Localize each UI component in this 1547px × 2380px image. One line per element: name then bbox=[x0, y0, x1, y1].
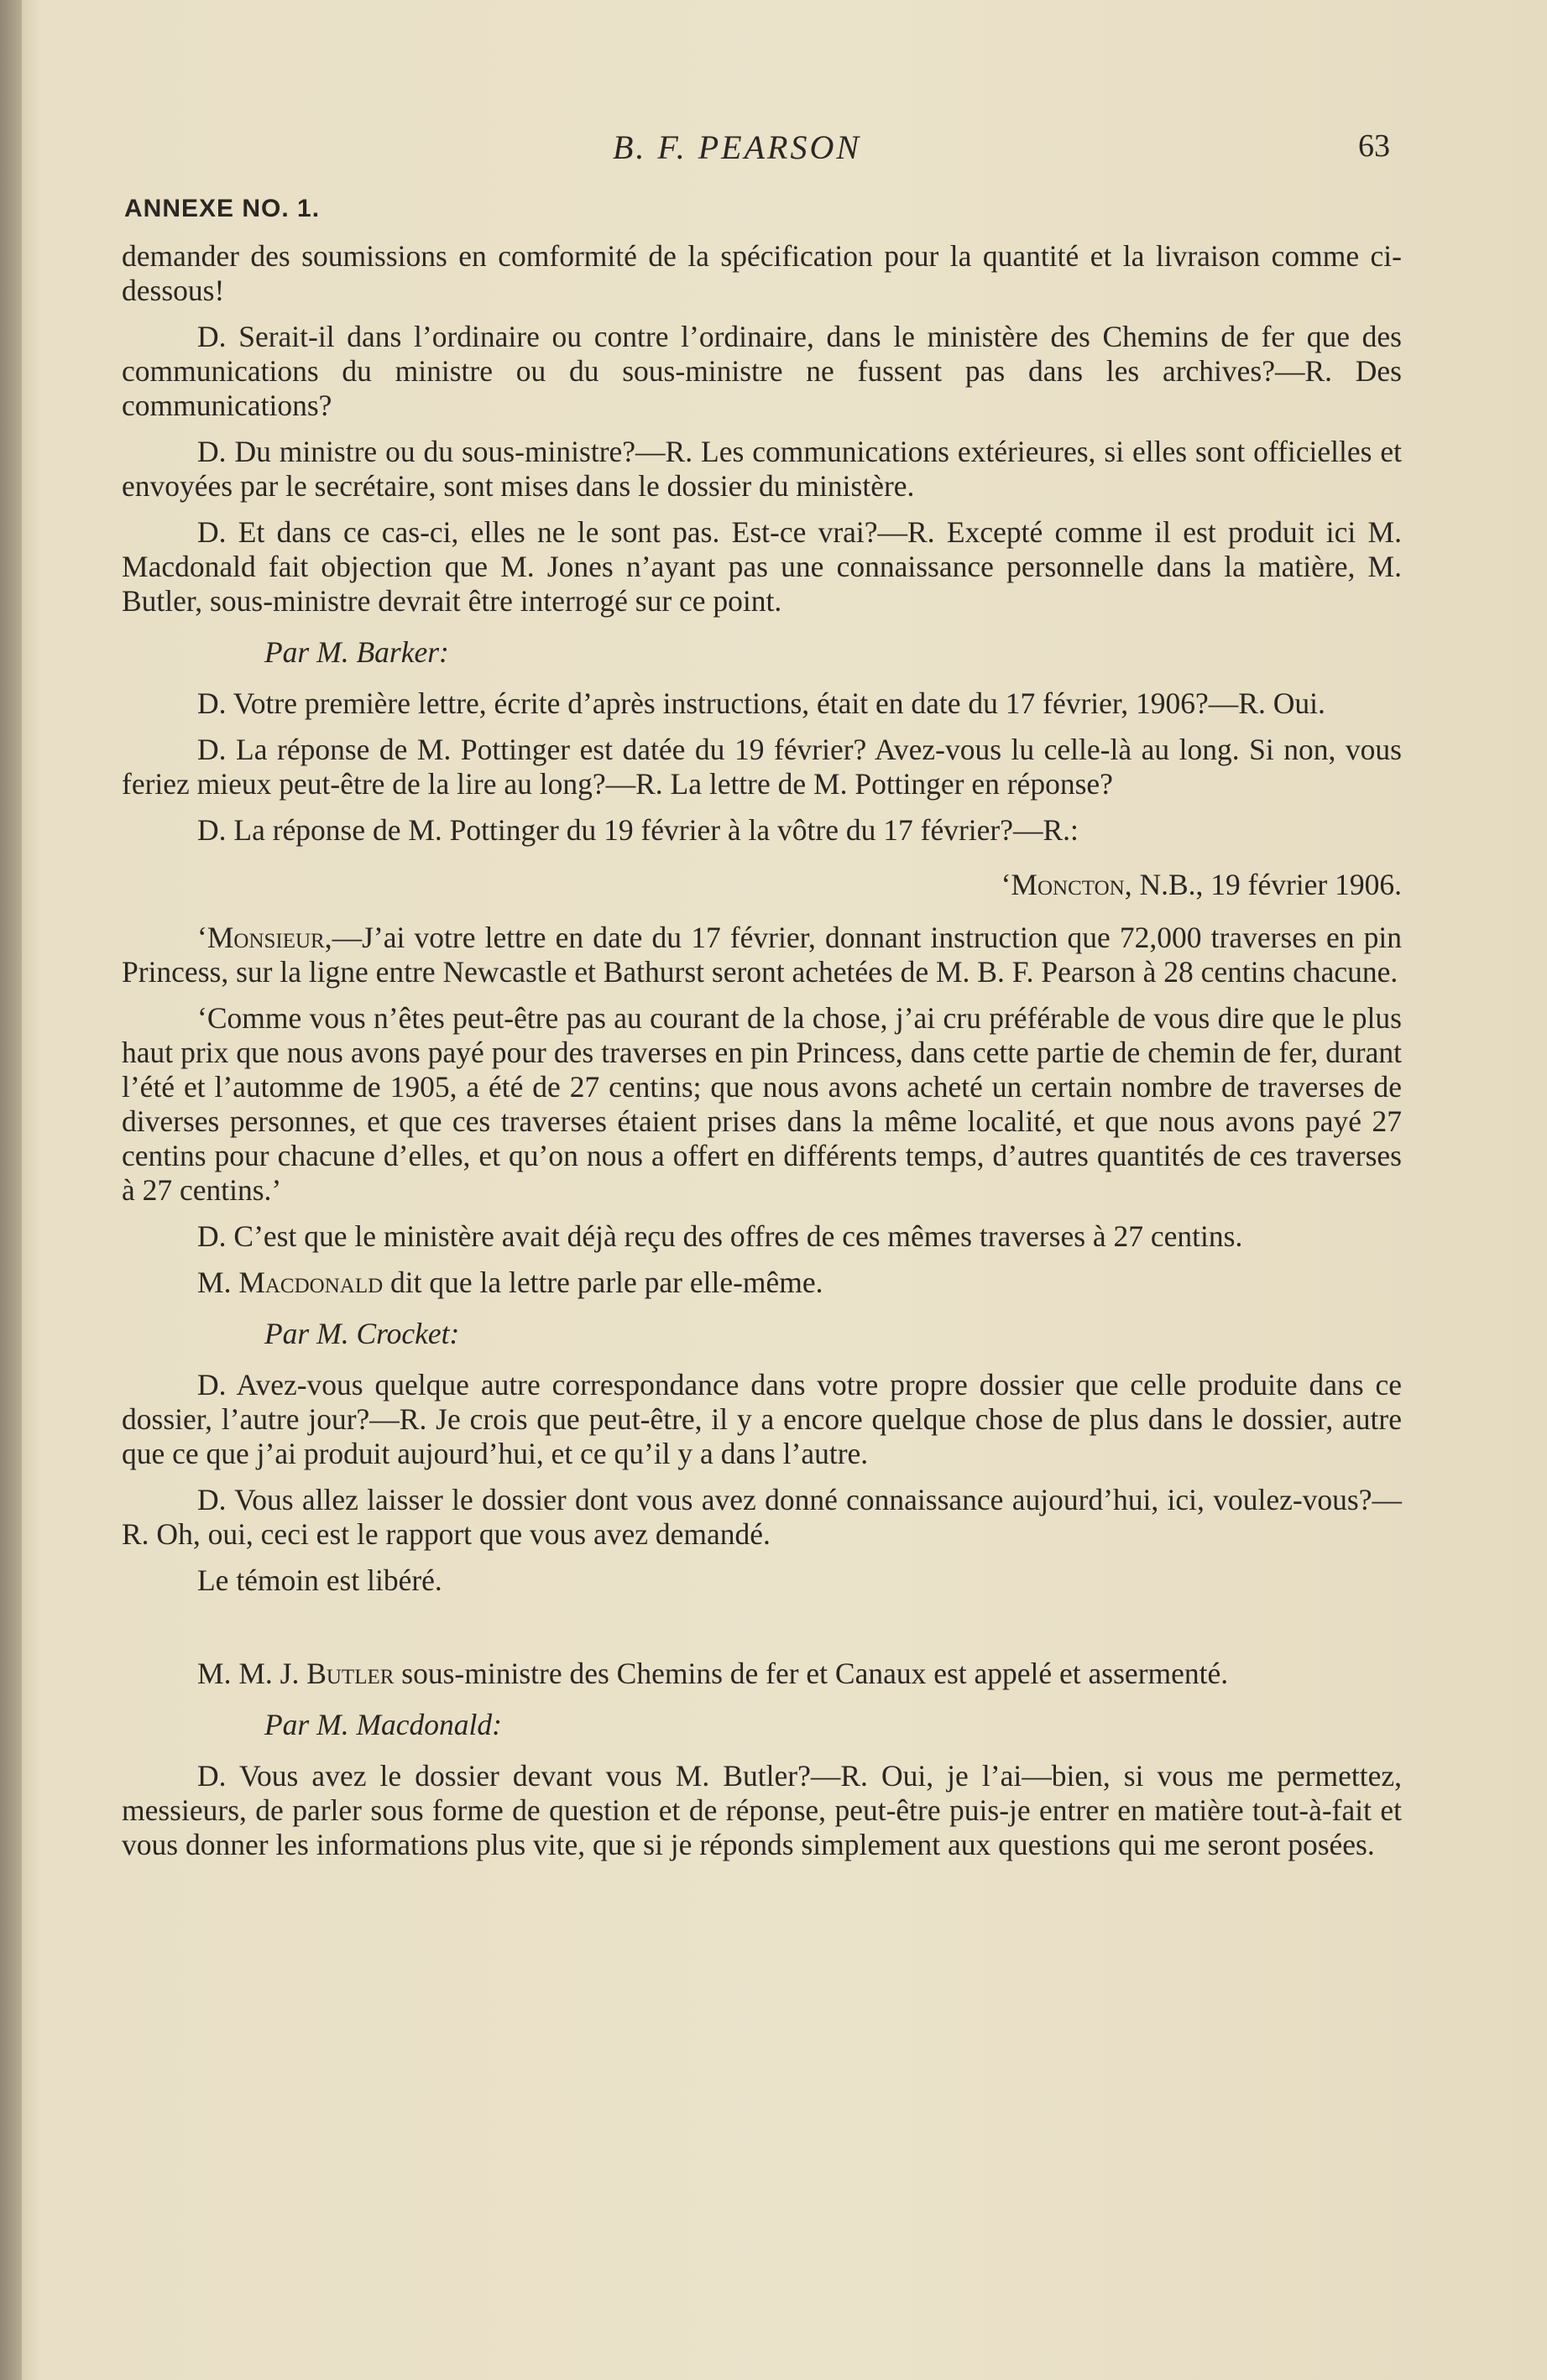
witness-name: M. M. J. Butler bbox=[197, 1657, 395, 1690]
letter-salutation: ‘Monsieur, bbox=[197, 921, 332, 954]
page-binding-edge bbox=[0, 0, 22, 2380]
paragraph: demander des soumissions en comformité de la spécification pour la quantité et la livraison comme ci-dessous! bbox=[122, 239, 1402, 307]
page-number: 63 bbox=[1358, 128, 1390, 164]
paragraph: D. Vous allez laisser le dossier dont vous avez donné connaissance aujourd’hui, ici, voulez-vous?—R. Oh, oui, ceci est le rapport que vous avez demandé. bbox=[122, 1483, 1402, 1551]
paragraph: D. Avez-vous quelque autre correspondance dans votre propre dossier que celle produite dans ce dossier, l’autre jour?—R. Je crois que peut-être, il y a encore quelque chose de plus dans le dossier, autre que ce que j’ai produit aujourd’hui, et ce qu’il y a dans l’autre. bbox=[122, 1368, 1402, 1470]
examiner-heading: Par M. Barker: bbox=[264, 635, 449, 669]
paragraph-text: dit que la lettre parle par elle-même. bbox=[383, 1266, 823, 1299]
running-header-title: B. F. PEARSON bbox=[613, 128, 862, 166]
letter-date: N.B., 19 février 1906. bbox=[1132, 868, 1402, 901]
body-text bbox=[122, 239, 1402, 1874]
paragraph: D. Serait-il dans l’ordinaire ou contre l’ordinaire, dans le ministère des Chemins de fer que des communications du ministre ou du sous-ministre ne fussent pas dans les archives?—R. Des communications? bbox=[122, 320, 1402, 422]
paragraph: D. Du ministre ou du sous-ministre?—R. Les communications extérieures, si elles sont officielles et envoyées par le secrétaire, sont mises dans le dossier du ministère. bbox=[122, 435, 1402, 503]
paragraph-text: —J’ai votre lettre en date du 17 février, donnant instruction que 72,000 traverses en pin Princess, sur la ligne entre Newcastle et Bathurst seront achetées de M. B. F. Pearson à 28 centins chacune. bbox=[122, 921, 1402, 989]
annexe-label: ANNEXE NO. 1. bbox=[124, 195, 321, 222]
paragraph: D. Et dans ce cas-ci, elles ne le sont pas. Est-ce vrai?—R. Excepté comme il est produit ici M. Macdonald fait objection que M. Jones n’ayant pas une connaissance personnelle dans la matière, M. Butler, sous-ministre devrait être interrogé sur ce point. bbox=[122, 515, 1402, 618]
paragraph bbox=[122, 921, 1402, 989]
paragraph: D. Vous avez le dossier devant vous M. Butler?—R. Oui, je l’ai—bien, si vous me permettez, messieurs, de parler sous forme de question et de réponse, peut-être puis-je entrer en matière tout-à-fait et vous donner les informations plus vite, que si je réponds simplement aux questions qui me seront posées. bbox=[122, 1759, 1402, 1861]
paragraph: D. Votre première lettre, écrite d’après instructions, était en date du 17 février, 1906?—R. Oui. bbox=[197, 686, 1325, 720]
paragraph bbox=[122, 1657, 1402, 1691]
examiner-heading: Par M. Crocket: bbox=[264, 1317, 460, 1350]
letter-dateline bbox=[122, 868, 1402, 902]
paragraph-text: sous-ministre des Chemins de fer et Canaux est appelé et assermenté. bbox=[394, 1657, 1229, 1690]
paragraph bbox=[122, 1266, 1402, 1300]
paragraph: ‘Comme vous n’êtes peut-être pas au courant de la chose, j’ai cru préférable de vous dire que le plus haut prix que nous avons payé pour des traverses en pin Princess, dans cette partie de chemin de fer, durant l’été et l’automme de 1905, a été de 27 centins; que nous avons acheté un certain nombre de traverses de diverses personnes, et que ces traverses étaient prises dans la même localité, et que nous avons payé 27 centins pour chacune d’elles, et qu’on nous a offert en différents temps, d’autres quantités de ces traverses à 27 centins.’ bbox=[122, 1001, 1402, 1207]
speaker-name: M. Macdonald bbox=[197, 1266, 384, 1299]
paragraph: D. C’est que le ministère avait déjà reçu des offres de ces mêmes traverses à 27 centins. bbox=[197, 1219, 1243, 1253]
paragraph: Le témoin est libéré. bbox=[197, 1563, 442, 1597]
paragraph: D. La réponse de M. Pottinger du 19 février à la vôtre du 17 février?—R.: bbox=[197, 813, 1079, 847]
paragraph: D. La réponse de M. Pottinger est datée du 19 février? Avez-vous lu celle-là au long. Si non, vous feriez mieux peut-être de la lire au long?—R. La lettre de M. Pottinger en réponse? bbox=[122, 733, 1402, 801]
examiner-heading: Par M. Macdonald: bbox=[264, 1708, 502, 1741]
letter-place: ‘Moncton, bbox=[1001, 868, 1132, 901]
